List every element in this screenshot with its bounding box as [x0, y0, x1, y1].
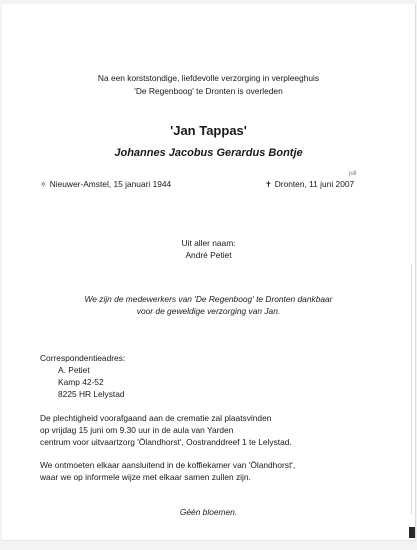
correspondence-line: Kamp 42-52 — [58, 377, 104, 387]
mourning-card — [2, 4, 416, 541]
correspondence-line: 8225 HR Lelystad — [58, 389, 125, 399]
reception-line: waar we op informele wijze met elkaar samen zullen zijn. — [40, 472, 251, 482]
reception-line: We ontmoeten elkaar aansluitend in de koffiekamer van 'Ölandhorst', — [40, 460, 296, 470]
ceremony-line: centrum voor uitvaartzorg 'Ölandhorst', Oostranddreef 1 te Lelystad. — [40, 437, 292, 447]
ceremony-line: De plechtigheid voorafgaand aan de crematie zal plaatsvinden — [40, 413, 272, 423]
on-behalf-label: Uit aller naam: — [181, 238, 236, 248]
on-behalf-name: André Petiet — [185, 250, 232, 260]
ceremony-line: op vrijdag 15 juni om 9.30 uur in de aula van Yarden — [40, 425, 234, 435]
birth-text: Nieuwer-Amstel, 15 januari 1944 — [49, 179, 172, 189]
death-text: Dronten, 11 juni 2007 — [274, 179, 355, 189]
correspondence-label: Correspondentieadres: — [40, 353, 126, 363]
thanks-line-2: voor de geweldige verzorging van Jan. — [136, 306, 281, 316]
closing-note: Géén bloemen. — [179, 507, 238, 517]
birth-info — [40, 179, 171, 189]
intro-line-2: 'De Regenboog' te Dronten is overleden — [134, 86, 283, 96]
birth-star-icon: ✧ — [40, 180, 47, 189]
death-annotation: juli — [349, 171, 357, 177]
thanks-line-1: We zijn de medewerkers van 'De Regenboog' te Dronten dankbaar — [84, 294, 333, 304]
scan-edge-mark — [409, 527, 415, 538]
intro-line-1: Na een korststondige, liefdevolle verzorging in verpleeghuis — [97, 73, 320, 83]
death-info — [265, 171, 357, 189]
deceased-full-name: Johannes Jacobus Gerardus Bontje — [114, 147, 303, 159]
correspondence-line: A. Petiet — [58, 365, 90, 375]
deceased-nickname: 'Jan Tappas' — [170, 123, 247, 138]
death-cross-icon: ✝ — [265, 180, 272, 189]
